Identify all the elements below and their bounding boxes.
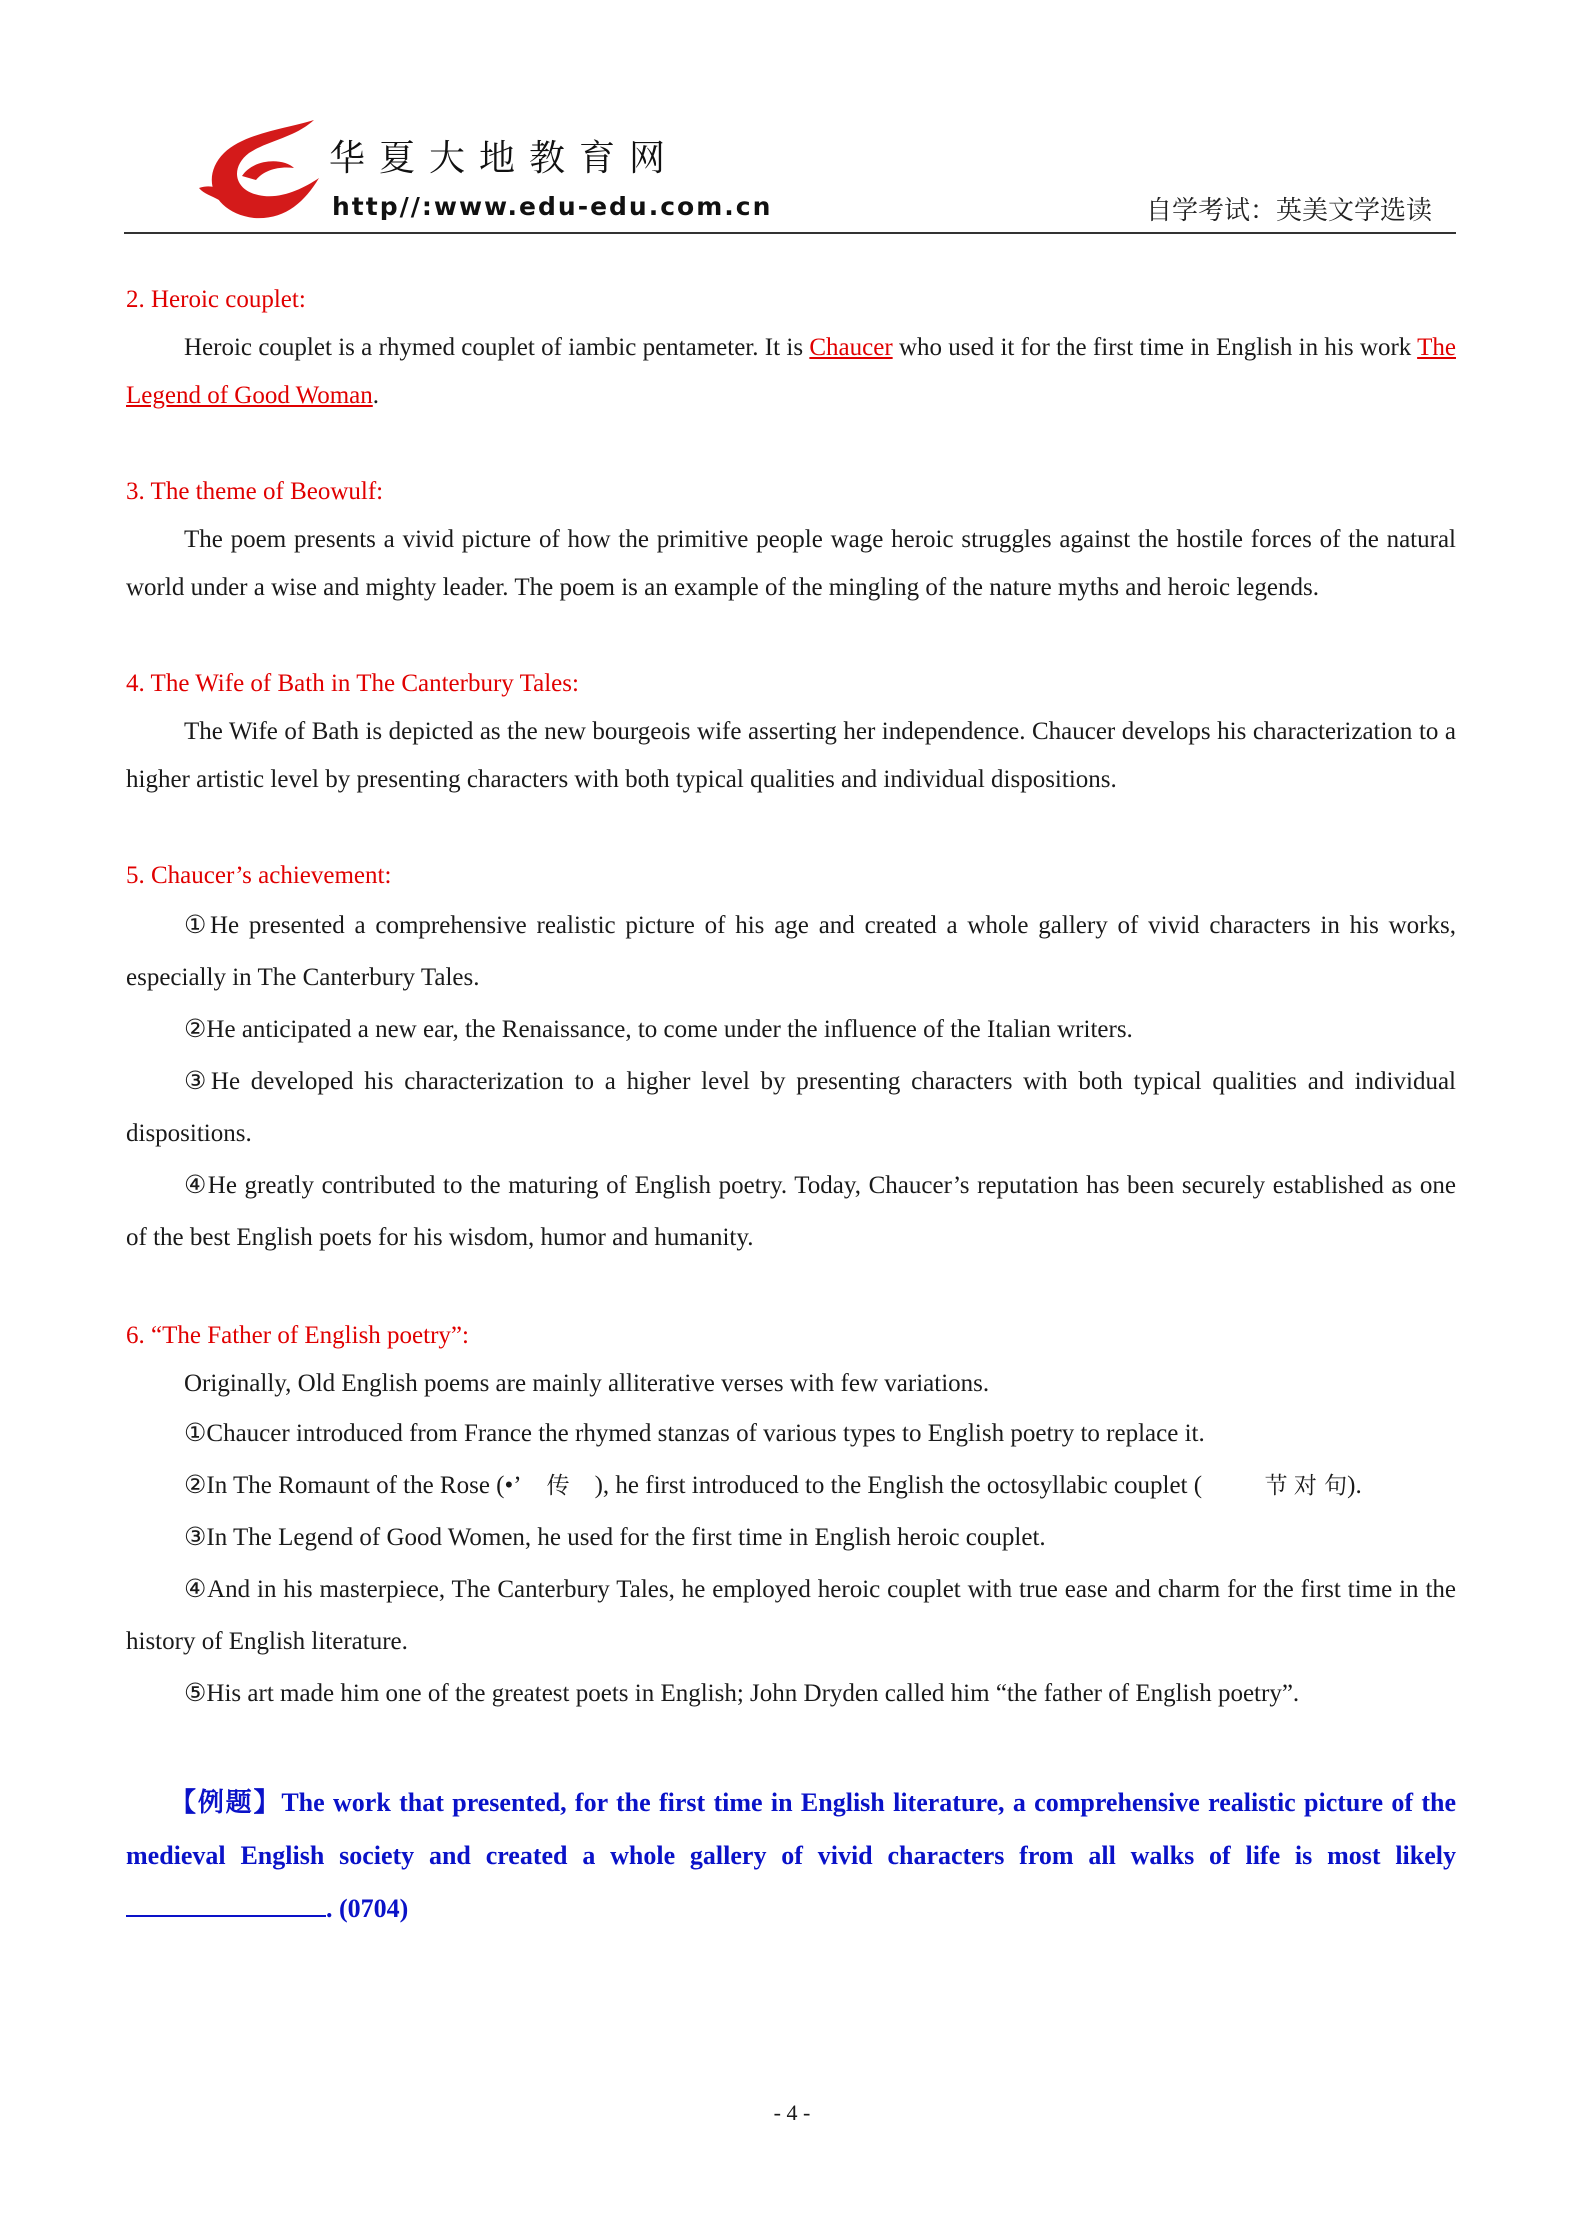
section-heading: 5. Chaucer’s achievement: (126, 862, 392, 889)
list-item: ②He anticipated a new ear, the Renaissance, to come under the influence of the Italian writers. (184, 1016, 1133, 1043)
list-item: ②In The Romaunt of the Rose (•’ 传 ), he first introduced to the English the octosyllabic couplet ( 节 对 句). (184, 1472, 1362, 1499)
list-item: ③In The Legend of Good Women, he used for the first time in English heroic couplet. (184, 1524, 1046, 1551)
section-heading: 2. Heroic couplet: (126, 286, 306, 313)
legend-link[interactable]: The Legend of Good Woman (126, 334, 1456, 409)
site-name: 华夏大地教育网 (329, 138, 680, 179)
section-paragraph: Originally, Old English poems are mainly alliterative verses with few variations. (184, 1370, 990, 1397)
site-logo-icon (194, 118, 344, 228)
example-label: 【例题】 (170, 1788, 282, 1817)
site-url[interactable]: http//:www.edu-edu.com.cn (332, 192, 773, 221)
header-divider (124, 232, 1456, 234)
page-header (124, 110, 1456, 234)
list-item: ④And in his masterpiece, The Canterbury Tales, he employed heroic couplet with true ease and charm for the first time in the history of English literature. (126, 1576, 1456, 1655)
example-question: 【例题】The work that presented, for the first time in English literature, a comprehensive realistic picture of the medieval English society and created a whole gallery of vivid characters from all walks of life is most likely . (0704) (126, 1788, 1456, 1923)
section-paragraph: The poem presents a vivid picture of how the primitive people wage heroic struggles against the hostile forces of the natural world under a wise and mighty leader. The poem is an example of the mingling of the nature myths and heroic legends. (126, 526, 1456, 601)
section-paragraph: The Wife of Bath is depicted as the new bourgeois wife asserting her independence. Chaucer develops his characterization to a higher artistic level by presenting characters with both typical qualities and individual dispositions. (126, 718, 1456, 793)
section-heading: 4. The Wife of Bath in The Canterbury Tales: (126, 670, 579, 697)
chaucer-link[interactable]: Chaucer (809, 334, 893, 361)
list-item: ③He developed his characterization to a higher level by presenting characters with both typical qualities and individual dispositions. (126, 1068, 1456, 1147)
list-item: ⑤His art made him one of the greatest poets in English; John Dryden called him “the father of English poetry”. (184, 1680, 1300, 1707)
header-subject: 自学考试：英美文学选读 (1145, 196, 1432, 225)
list-item: ④He greatly contributed to the maturing of English poetry. Today, Chaucer’s reputation has been securely established as one of the best English poets for his wisdom, humor and humanity. (126, 1172, 1456, 1251)
page-content (126, 276, 1456, 1935)
answer-blank[interactable] (126, 1889, 326, 1917)
section-heading: 6. “The Father of English poetry”: (126, 1322, 469, 1349)
section-paragraph: Heroic couplet is a rhymed couplet of iambic pentameter. It is Chaucer who used it for the first time in English in his work The Legend of Good Woman. (126, 334, 1456, 409)
section-heading: 3. The theme of Beowulf: (126, 478, 384, 505)
page-number: - 4 - (773, 2100, 811, 2125)
list-item: ①He presented a comprehensive realistic picture of his age and created a whole gallery of vivid characters in his works, especially in The Canterbury Tales. (126, 912, 1456, 991)
list-item: ①Chaucer introduced from France the rhymed stanzas of various types to English poetry to replace it. (184, 1420, 1205, 1447)
